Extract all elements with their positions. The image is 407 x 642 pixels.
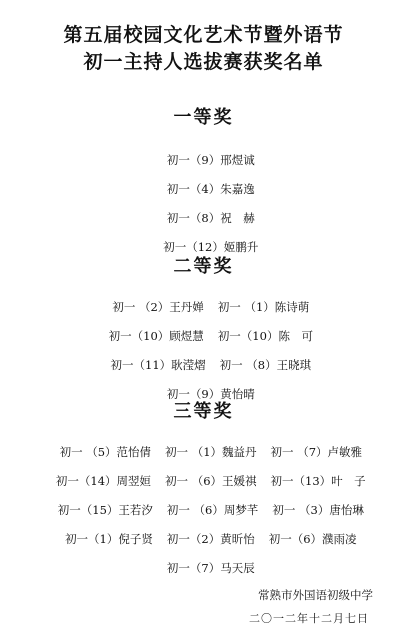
winner-entry: 初一（9）黄怡晴: [166, 387, 255, 401]
winner-entry: 初一（9）邢煜诚: [166, 153, 255, 167]
winner-entry: 初一（8）祝 赫: [166, 211, 255, 225]
winner-entry: 初一（13）叶 子: [270, 474, 366, 488]
issue-date: 二〇一二年十二月七日: [249, 612, 369, 625]
winner-entry: 初一 （7）卢敏雅: [270, 445, 363, 459]
winner-entry: 初一（7）马天辰: [166, 561, 255, 575]
third-prize-heading: 三等奖: [173, 401, 234, 422]
winner-entry: 初一（10）顾煜慧: [108, 329, 204, 343]
winner-entry: 初一（1）倪子贤: [65, 532, 153, 546]
third-prize-row: [0, 546, 407, 590]
winner-entry: 初一（14）周翌姮: [55, 474, 152, 488]
winner-entry: 初一（15）王若汐: [57, 503, 153, 517]
page-title: 第五届校园文化艺术节暨外语节: [63, 24, 344, 46]
winner-entry: 初一 （6）周梦芊: [166, 503, 259, 517]
winner-entry: 初一（6）濮雨凌: [268, 532, 357, 546]
winner-entry: 初一（4）朱嘉逸: [166, 182, 255, 196]
school-name: 常熟市外国语初级中学: [258, 588, 373, 602]
winner-entry: 初一 （8）王晓琪: [219, 358, 312, 372]
second-prize-heading: 二等奖: [173, 256, 234, 277]
first-prize-heading: 一等奖: [173, 107, 234, 128]
winner-entry: 初一 （1）陈诗萌: [217, 300, 310, 314]
winner-entry: 初一（2）黄昕怡: [166, 532, 255, 546]
winner-entry: 初一（11）耿滢熠: [110, 358, 206, 372]
winner-entry: 初一（10）陈 可: [217, 329, 313, 343]
winner-entry: 初一 （2）王丹婵: [112, 300, 204, 314]
winner-entry: 初一（12）姬鹏升: [163, 240, 259, 254]
winner-entry: 初一 （6）王媛祺: [165, 474, 257, 488]
winner-entry: 初一 （1）魏益丹: [165, 445, 257, 459]
winner-entry: 初一 （3）唐怡琳: [272, 503, 364, 517]
page-subtitle: 初一主持人选拔赛获奖名单: [83, 51, 324, 73]
winner-entry: 初一 （5）范怡倩: [59, 445, 152, 459]
